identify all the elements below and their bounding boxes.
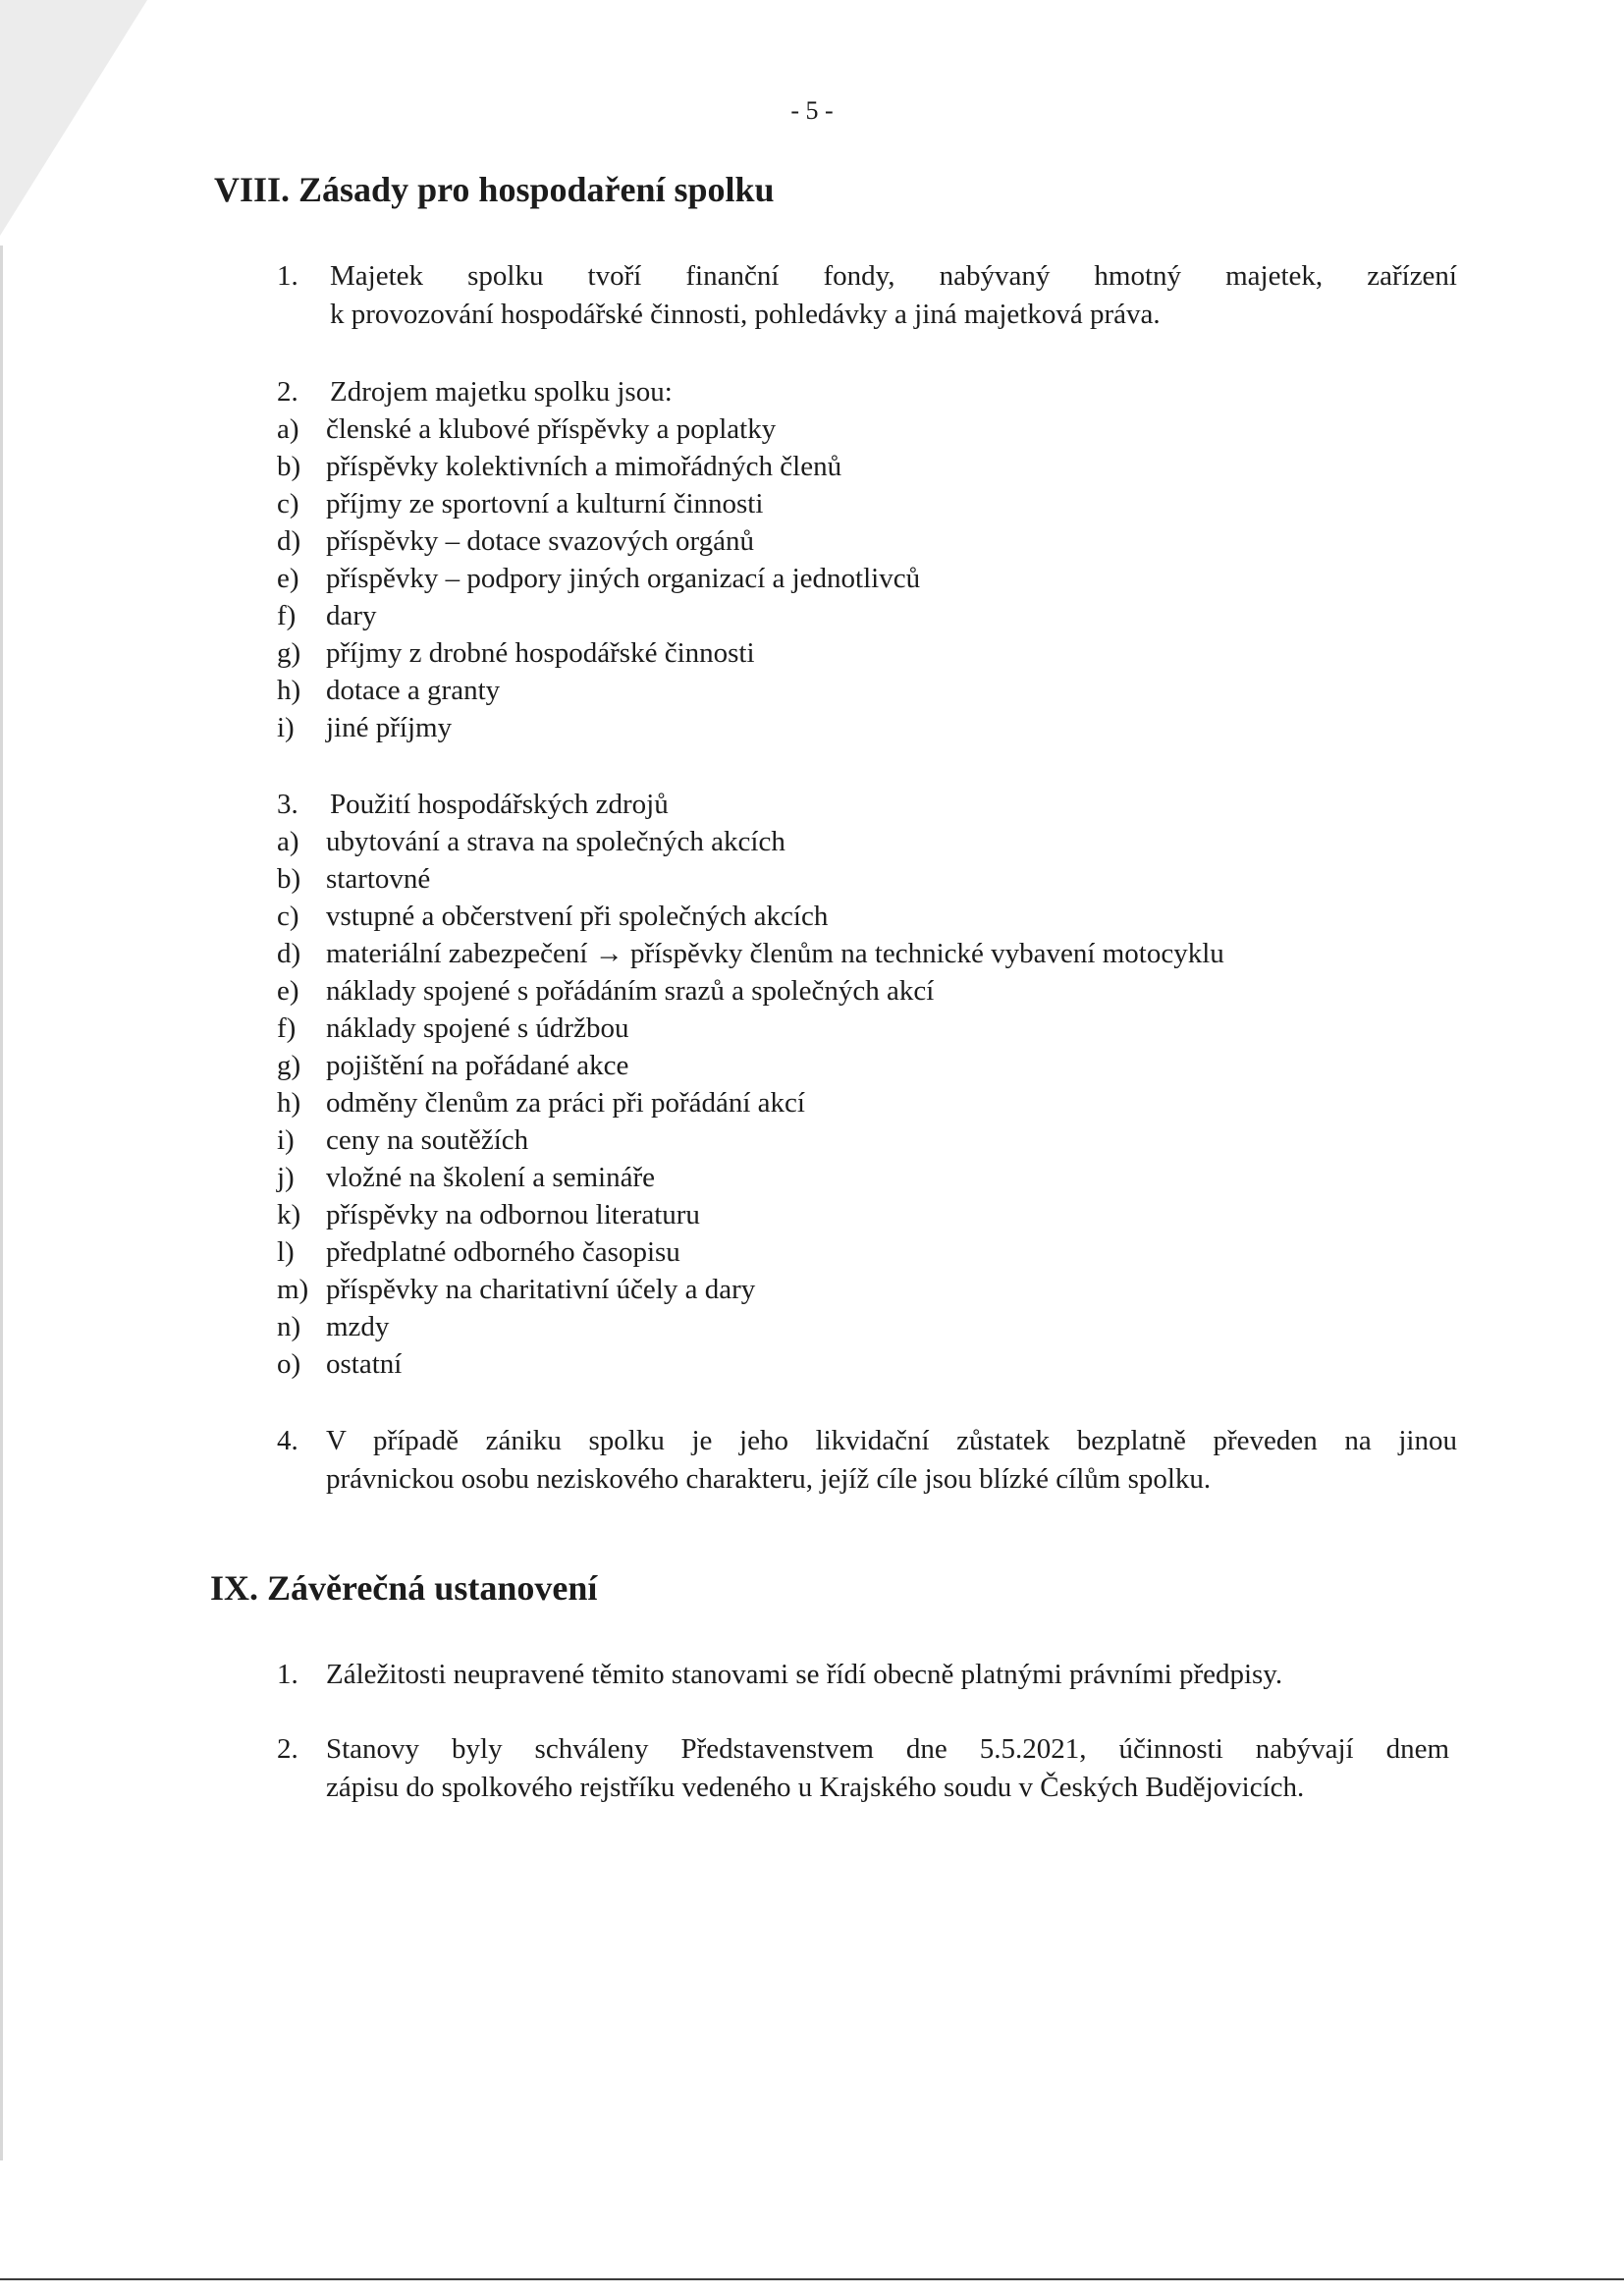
list-item-text: příspěvky – dotace svazových orgánů [326,525,754,557]
list-item-text: startovné [326,863,431,895]
list-item-label: m) [277,1274,309,1305]
list-item-label: c) [277,488,299,519]
list-item-text: členské a klubové příspěvky a poplatky [326,413,777,445]
list-item-text: ostatní [326,1348,403,1380]
ix-item2-line1: Stanovy byly schváleny Představenstvem dne 5.5.2021, účinnosti nabývají dnem [326,1733,1449,1765]
viii-item1-number: 1. [277,260,298,292]
list-item-label: i) [277,712,295,743]
list-item-text: ubytování a strava na společných akcích [326,826,785,857]
viii-item1-line1: Majetek spolku tvoří finanční fondy, nabývaný hmotný majetek, zařízení [330,260,1457,292]
list-item-text: jiné příjmy [326,712,453,743]
ix-item1-number: 1. [277,1659,298,1690]
list-item-label: j) [277,1162,295,1193]
ix-item1-text: Záležitosti neupravené těmito stanovami se řídí obecně platnými právními předpisy. [326,1659,1283,1690]
viii-item4-line2: právnickou osobu neziskového charakteru, jejíž cíle jsou blízké cílům spolku. [326,1463,1212,1495]
list-item-label: d) [277,938,301,969]
scan-bottom-edge [0,2278,1624,2280]
list-item-label: a) [277,826,299,857]
list-item-label: i) [277,1124,295,1156]
list-item-label: k) [277,1199,301,1230]
list-item-text: předplatné odborného časopisu [326,1236,680,1268]
list-item-text: pojištění na pořádané akce [326,1050,629,1081]
list-item-label: a) [277,413,299,445]
list-item-label: o) [277,1348,301,1380]
list-item-text: mzdy [326,1311,390,1342]
viii-item4-line1: V případě zániku spolku je jeho likvidační zůstatek bezplatně převeden na jinou [326,1425,1457,1456]
viii-item2-heading: Zdrojem majetku spolku jsou: [330,376,673,408]
viii-item3-number: 3. [277,789,298,820]
list-item-label: f) [277,600,297,631]
list-item-text: dotace a granty [326,675,501,706]
scan-page-edge [0,246,3,2160]
list-item-text: ceny na soutěžích [326,1124,529,1156]
list-item-text: odměny členům za práci při pořádání akcí [326,1087,805,1119]
list-item-text: náklady spojené s pořádáním srazů a společných akcí [326,975,935,1007]
list-item-text: příjmy z drobné hospodářské činnosti [326,637,755,669]
list-item-text: příjmy ze sportovní a kulturní činnosti [326,488,764,519]
list-item-label: b) [277,451,301,482]
list-item-label: h) [277,675,301,706]
ix-item2-line2: zápisu do spolkového rejstříku vedeného u Krajského soudu v Českých Budějovicích. [326,1772,1305,1803]
list-item-text: materiální zabezpečení → příspěvky členům na technické vybavení motocyklu [326,938,1224,969]
list-item-label: f) [277,1012,297,1044]
list-item-text: příspěvky na charitativní účely a dary [326,1274,756,1305]
viii-item2-number: 2. [277,376,298,408]
list-item-text: příspěvky na odbornou literaturu [326,1199,700,1230]
list-item-label: g) [277,1050,301,1081]
list-item-text: dary [326,600,377,631]
list-item-label: c) [277,901,299,932]
list-item-label: l) [277,1236,295,1268]
list-item-text: příspěvky – podpory jiných organizací a jednotlivců [326,563,921,594]
viii-item4-number: 4. [277,1425,298,1456]
list-item-text: náklady spojené s údržbou [326,1012,629,1044]
list-item-label: g) [277,637,301,669]
viii-item3-heading: Použití hospodářských zdrojů [330,789,669,820]
list-item-label: e) [277,563,299,594]
list-item-text: vložné na školení a semináře [326,1162,655,1193]
list-item-label: e) [277,975,299,1007]
list-item-text: příspěvky kolektivních a mimořádných členů [326,451,842,482]
viii-item1-line2: k provozování hospodářské činnosti, pohledávky a jiná majetková práva. [330,299,1161,330]
list-item-label: n) [277,1311,301,1342]
ix-item2-number: 2. [277,1733,298,1765]
list-item-label: h) [277,1087,301,1119]
list-item-text: vstupné a občerstvení při společných akcích [326,901,829,932]
list-item-label: b) [277,863,301,895]
section-ix-heading: IX. Závěrečná ustanovení [210,1568,598,1608]
page-number: - 5 - [790,96,834,125]
section-viii-heading: VIII. Zásady pro hospodaření spolku [214,170,775,209]
list-item-label: d) [277,525,301,557]
